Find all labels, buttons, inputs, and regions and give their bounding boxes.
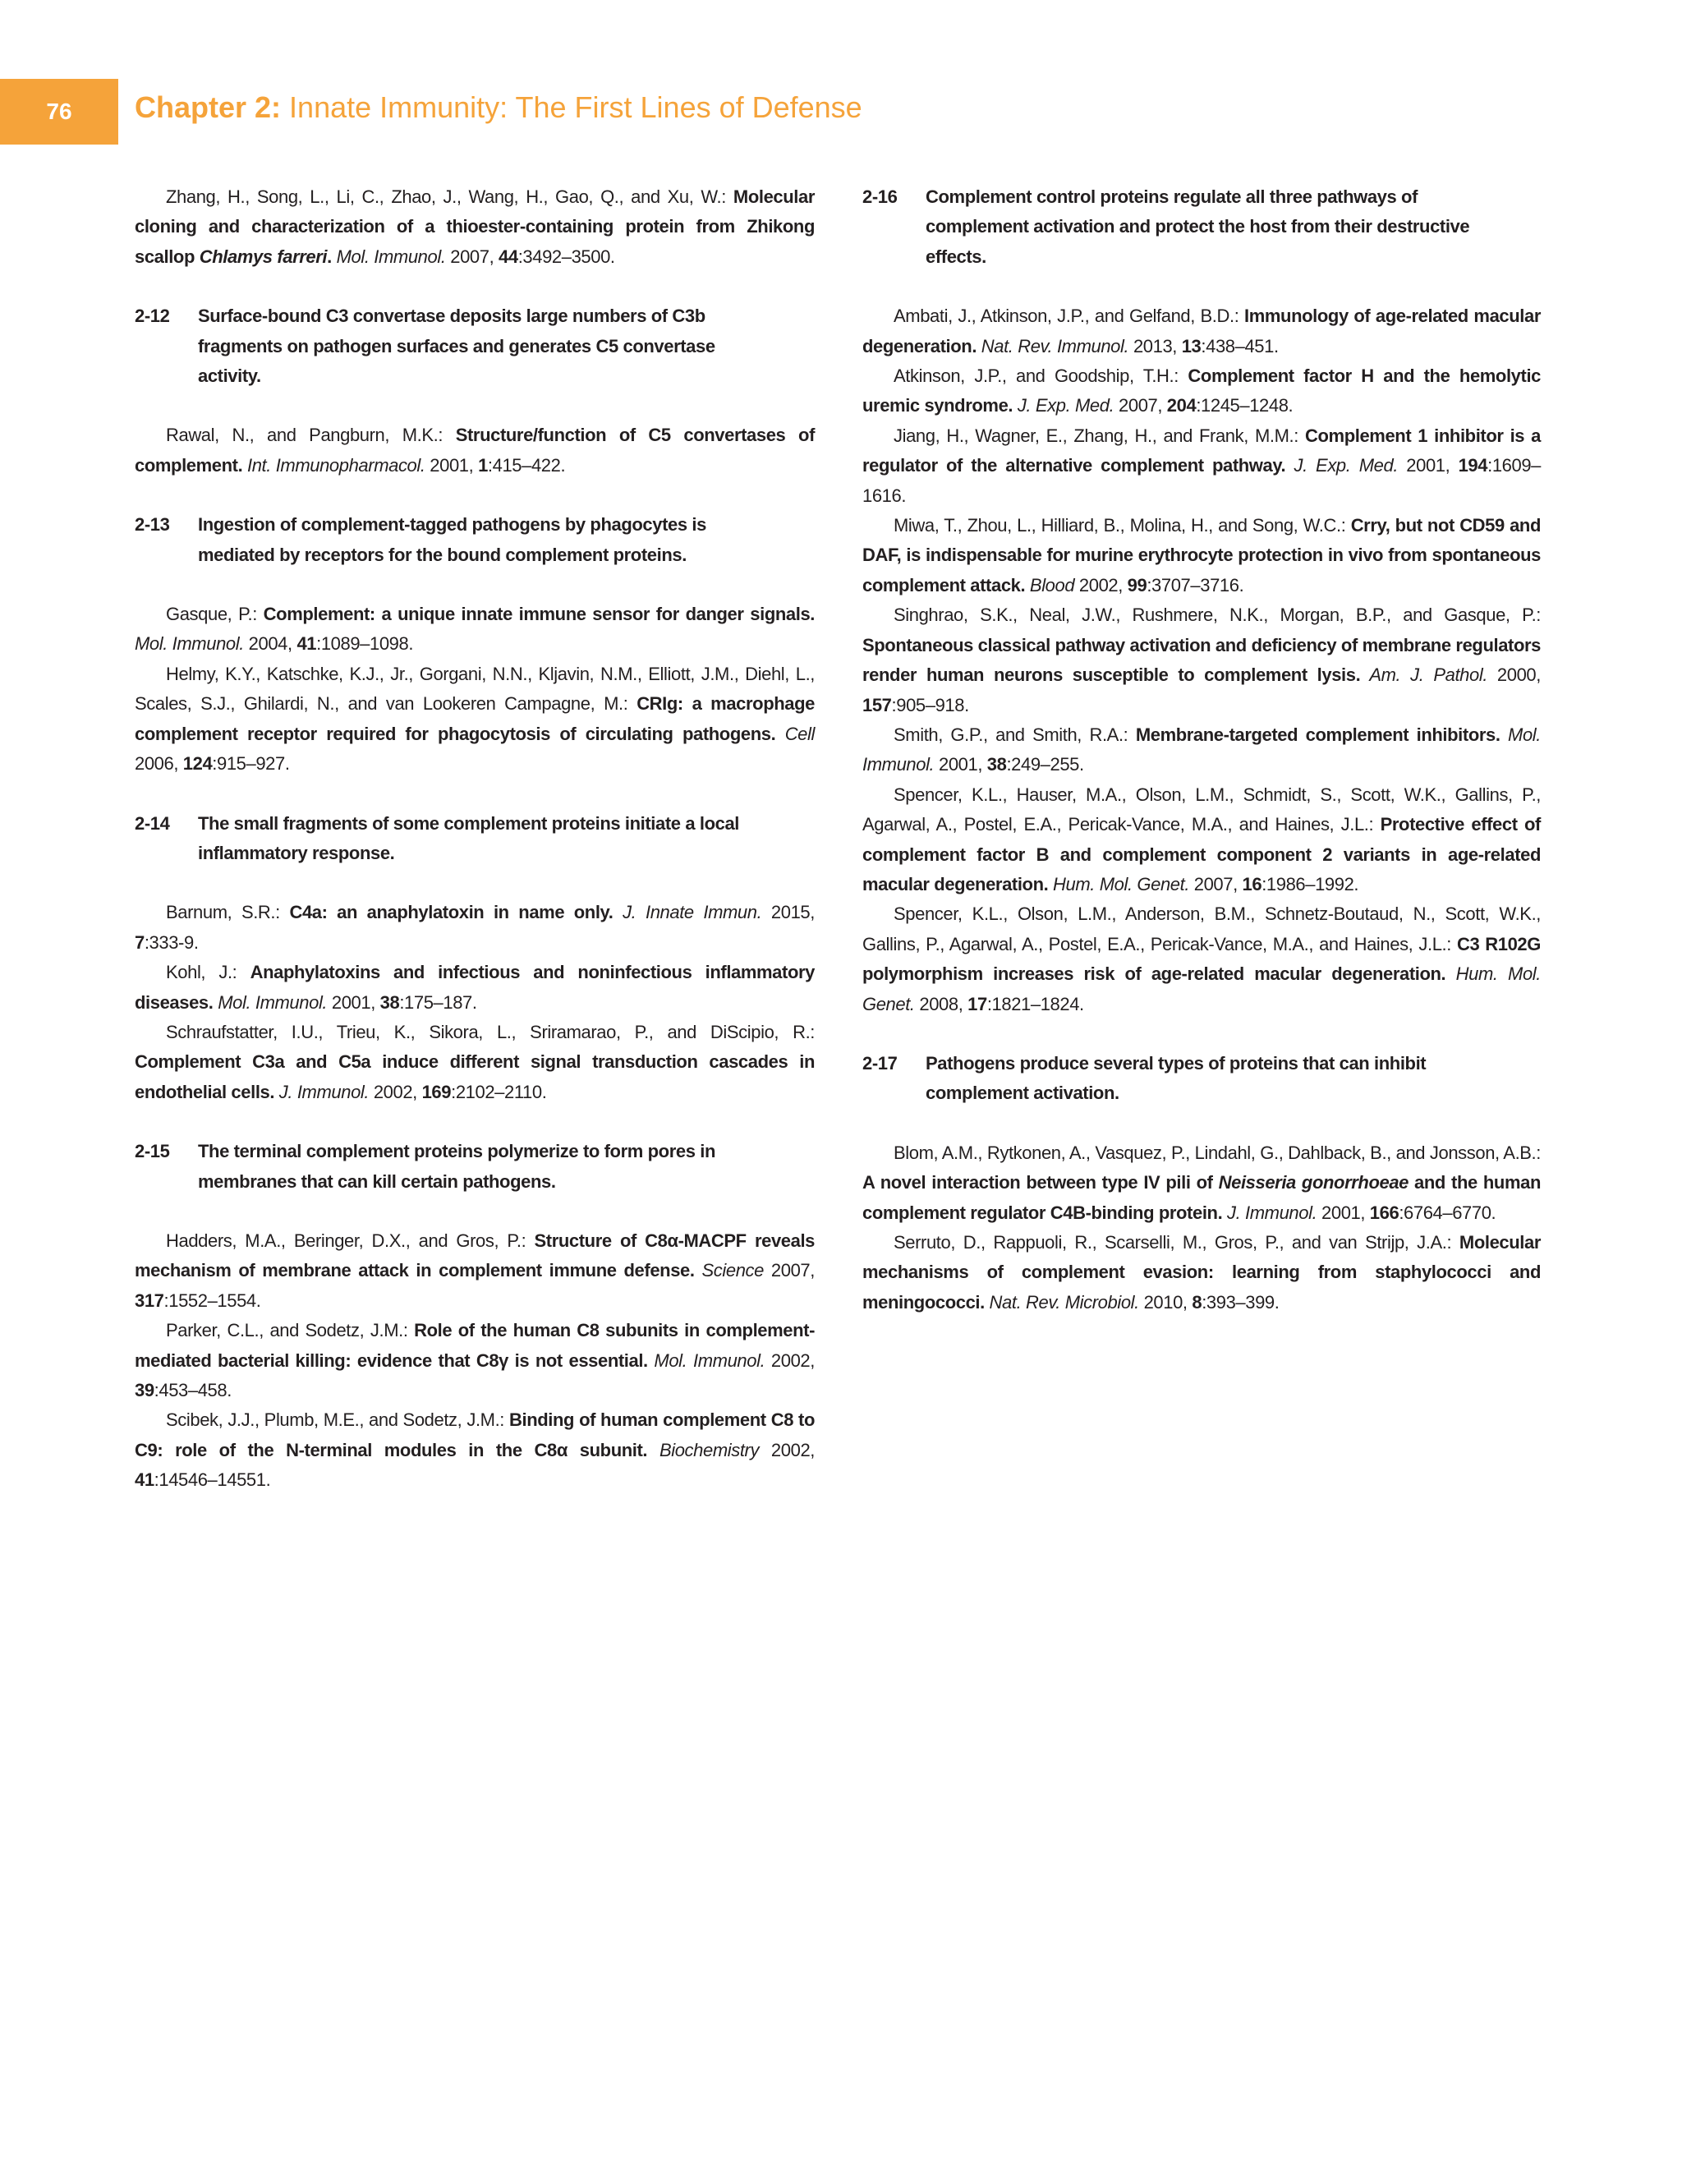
section-title: Pathogens produce several types of proteins that can inhibit complement activation. bbox=[926, 1052, 1427, 1104]
reference-year: 2013, bbox=[1128, 335, 1182, 356]
reference-title: Structure/function of C5 convertases of complement. bbox=[135, 425, 815, 476]
reference-entry bbox=[135, 421, 815, 480]
reference-authors: Singhrao, S.K., Neal, J.W., Rushmere, N.K., Morgan, B.P., and Gasque, P.: bbox=[894, 605, 1541, 626]
reference-entry bbox=[862, 899, 1541, 1019]
section-number: 2-14 bbox=[135, 812, 170, 834]
reference-title: Role of the human C8 subunits in complement-mediated bacterial killing: evidence that C8γ is not essential. bbox=[135, 1320, 815, 1371]
reference-journal: Nat. Rev. Immunol. bbox=[977, 335, 1129, 356]
reference-pages: :3707–3716. bbox=[1147, 574, 1244, 595]
reference-entry bbox=[862, 600, 1541, 720]
reference-pages: :1245–1248. bbox=[1196, 395, 1294, 416]
reference-volume: 166 bbox=[1369, 1202, 1399, 1223]
section-heading bbox=[135, 510, 815, 570]
reference-title: Binding of human complement C8 to C9: role of the N-terminal modules in the C8α subunit. bbox=[135, 1409, 815, 1460]
section-heading bbox=[862, 1049, 1541, 1109]
reference-title: C4a: an anaphylatoxin in name only bbox=[289, 902, 609, 923]
reference-entry bbox=[135, 1405, 815, 1495]
reference-title: Protective effect of complement factor B and complement component 2 variants in age-related macular degeneration. bbox=[862, 814, 1541, 894]
reference-journal: Cell bbox=[775, 723, 815, 744]
reference-journal: Int. Immunopharmacol. bbox=[242, 454, 425, 476]
reference-year: 2004, bbox=[243, 633, 297, 655]
reference-authors: Kohl, J.: bbox=[166, 962, 250, 983]
reference-journal: Hum. Mol. Genet. bbox=[862, 963, 1541, 1014]
reference-title: A novel interaction between type IV pili of bbox=[862, 1172, 1219, 1193]
section-heading bbox=[135, 1137, 815, 1197]
section-heading bbox=[135, 809, 815, 869]
section-heading bbox=[135, 301, 815, 391]
reference-year: 2007, bbox=[445, 246, 499, 267]
reference-entry bbox=[135, 1018, 815, 1107]
reference-journal: J. Innate Immun. bbox=[613, 902, 762, 923]
reference-entry bbox=[862, 1228, 1541, 1317]
reference-authors: Jiang, H., Wagner, E., Zhang, H., and Frank, M.M.: bbox=[894, 425, 1306, 446]
reference-journal: Mol. Immunol. bbox=[213, 991, 328, 1013]
reference-journal: Mol. Immunol. bbox=[331, 246, 446, 267]
reference-entry bbox=[135, 1316, 815, 1405]
reference-journal: Am. J. Pathol. bbox=[1360, 664, 1488, 686]
reference-entry bbox=[135, 660, 815, 779]
reference-volume: 204 bbox=[1166, 395, 1197, 416]
reference-volume: 7 bbox=[135, 931, 145, 953]
reference-pages: :6764–6770. bbox=[1399, 1202, 1496, 1223]
reference-journal: Science bbox=[694, 1260, 764, 1281]
reference-year: 2015, bbox=[761, 902, 815, 923]
reference-title: Anaphylatoxins and infectious and noninfectious inflammatory diseases. bbox=[135, 962, 815, 1013]
reference-authors: Parker, C.L., and Sodetz, J.M.: bbox=[166, 1320, 415, 1341]
reference-title-end: . bbox=[608, 902, 614, 923]
reference-volume: 99 bbox=[1127, 574, 1147, 595]
reference-year: 2002, bbox=[765, 1349, 815, 1371]
reference-authors: Miwa, T., Zhou, L., Hilliard, B., Molina, H., and Song, W.C.: bbox=[894, 515, 1351, 536]
reference-pages: :1821–1824. bbox=[986, 993, 1084, 1014]
reference-pages: :333-9. bbox=[144, 931, 199, 953]
reference-journal: Mol. Immunol. bbox=[862, 724, 1541, 775]
reference-title-end: . bbox=[972, 335, 977, 356]
section-title: The small fragments of some complement proteins initiate a local inflammatory response. bbox=[198, 812, 740, 863]
section-title: Complement control proteins regulate all three pathways of complement activation and protect the host from their destructive effects. bbox=[926, 186, 1470, 267]
reference-pages: :175–187. bbox=[399, 991, 477, 1013]
section-number: 2-13 bbox=[135, 514, 170, 536]
reference-pages: :2102–2110. bbox=[451, 1081, 547, 1102]
reference-volume: 317 bbox=[135, 1290, 164, 1311]
reference-volume: 41 bbox=[296, 633, 317, 655]
right-column bbox=[862, 182, 1541, 1317]
reference-volume: 8 bbox=[1192, 1291, 1202, 1313]
reference-pages: :249–255. bbox=[1006, 754, 1084, 775]
reference-pages: :905–918. bbox=[891, 694, 969, 715]
reference-authors: Zhang, H., Song, L., Li, C., Zhao, J., Wang, H., Gao, Q., and Xu, W.: bbox=[166, 186, 733, 207]
reference-year: 2001, bbox=[425, 454, 479, 476]
reference-entry bbox=[862, 511, 1541, 600]
reference-pages: :393–399. bbox=[1202, 1291, 1280, 1313]
reference-pages: :1609–1616. bbox=[862, 455, 1541, 506]
section-number: 2-15 bbox=[135, 1141, 170, 1162]
page-number: 76 bbox=[0, 79, 118, 145]
section-number: 2-17 bbox=[862, 1052, 898, 1074]
reference-journal: J. Exp. Med. bbox=[1013, 395, 1114, 416]
reference-volume: 44 bbox=[499, 246, 518, 267]
reference-authors: Schraufstatter, I.U., Trieu, K., Sikora, L., Sriramarao, P., and DiScipio, R.: bbox=[166, 1021, 815, 1042]
reference-entry bbox=[862, 1138, 1541, 1228]
section-heading bbox=[862, 182, 1541, 272]
reference-journal: Mol. Immunol. bbox=[647, 1349, 765, 1371]
reference-authors: Rawal, N., and Pangburn, M.K.: bbox=[166, 425, 456, 446]
reference-year: 2007, bbox=[1189, 873, 1243, 894]
reference-volume: 38 bbox=[986, 754, 1007, 775]
reference-pages: :3492–3500. bbox=[517, 246, 615, 267]
reference-authors: Helmy, K.Y., Katschke, K.J., Jr., Gorgani, N.N., Kljavin, N.M., Elliott, J.M., Diehl, L., Scales, S.J., Ghilardi, N., and van Lookeren Campagne, M.: bbox=[135, 663, 815, 715]
reference-title: Complement C3a and C5a induce different signal transduction cascades in endothelial cells. bbox=[135, 1051, 815, 1102]
reference-authors: Gasque, P.: bbox=[166, 604, 264, 625]
reference-year: 2007, bbox=[763, 1260, 815, 1281]
reference-year: 2001, bbox=[1317, 1202, 1370, 1223]
reference-title: Spontaneous classical pathway activation and deficiency of membrane regulators render human neurons susceptible to complement lysis. bbox=[862, 634, 1541, 686]
reference-volume: 1 bbox=[478, 454, 488, 476]
reference-volume: 157 bbox=[862, 694, 892, 715]
reference-entry bbox=[135, 600, 815, 660]
reference-journal: Blood bbox=[1025, 574, 1075, 595]
reference-title: Complement: a unique innate immune sensor for danger signals. bbox=[263, 604, 815, 625]
reference-year: 2002, bbox=[369, 1081, 422, 1102]
reference-volume: 194 bbox=[1458, 455, 1488, 476]
section-number: 2-16 bbox=[862, 186, 898, 207]
left-column bbox=[135, 182, 815, 1496]
reference-pages: :1552–1554. bbox=[163, 1290, 261, 1311]
reference-volume: 38 bbox=[379, 991, 400, 1013]
reference-title: Immunology of age-related macular degeneration bbox=[862, 306, 1541, 356]
reference-journal: Hum. Mol. Genet. bbox=[1048, 873, 1190, 894]
reference-year: 2006, bbox=[135, 753, 183, 775]
reference-year: 2002, bbox=[1074, 574, 1128, 595]
reference-title: Complement 1 inhibitor is a regulator of the alternative complement pathway. bbox=[862, 425, 1541, 476]
reference-title: Complement factor H and the hemolytic uremic syndrome. bbox=[862, 366, 1541, 416]
reference-entry bbox=[862, 301, 1541, 361]
chapter-label: Chapter 2: bbox=[135, 90, 282, 124]
section-title: Ingestion of complement-tagged pathogens by phagocytes is mediated by receptors for the bound complement proteins. bbox=[198, 514, 706, 565]
reference-year: 2001, bbox=[1398, 455, 1459, 476]
reference-volume: 41 bbox=[135, 1469, 154, 1491]
reference-volume: 169 bbox=[421, 1081, 452, 1102]
reference-pages: :453–458. bbox=[154, 1380, 232, 1400]
reference-authors: Blom, A.M., Rytkonen, A., Vasquez, P., Lindahl, G., Dahlback, B., and Jonsson, A.B.: bbox=[894, 1142, 1541, 1163]
reference-authors: Smith, G.P., and Smith, R.A.: bbox=[894, 724, 1136, 745]
reference-year: 2010, bbox=[1138, 1291, 1193, 1313]
reference-pages: :438–451. bbox=[1201, 335, 1279, 356]
reference-title: Structure of C8α-MACPF reveals mechanism of membrane attack in complement immune defense. bbox=[135, 1230, 815, 1281]
reference-year: 2001, bbox=[327, 991, 380, 1013]
reference-year: 2000, bbox=[1487, 664, 1541, 686]
reference-entry bbox=[135, 1226, 815, 1316]
reference-entry bbox=[862, 361, 1541, 421]
chapter-title-text: Innate Immunity: The First Lines of Defense bbox=[289, 90, 862, 124]
reference-pages: :1986–1992. bbox=[1262, 873, 1359, 894]
reference-entry bbox=[135, 898, 815, 958]
section-title: Surface-bound C3 convertase deposits large numbers of C3b fragments on pathogen surfaces and generates C5 convertase activity. bbox=[198, 306, 715, 387]
reference-title: Membrane-targeted complement inhibitors. bbox=[1135, 724, 1500, 745]
reference-journal: Biochemistry bbox=[647, 1439, 760, 1460]
reference-authors: Scibek, J.J., Plumb, M.E., and Sodetz, J.M.: bbox=[166, 1409, 510, 1431]
reference-journal: J. Exp. Med. bbox=[1285, 455, 1399, 476]
section-title: The terminal complement proteins polymerize to form pores in membranes that can kill certain pathogens. bbox=[198, 1141, 716, 1192]
reference-authors: Hadders, M.A., Beringer, D.X., and Gros, P.: bbox=[166, 1230, 535, 1251]
reference-authors: Atkinson, J.P., and Goodship, T.H.: bbox=[894, 366, 1188, 387]
reference-authors: Ambati, J., Atkinson, J.P., and Gelfand, B.D.: bbox=[894, 306, 1244, 327]
reference-title-end: . bbox=[327, 246, 332, 267]
section-number: 2-12 bbox=[135, 306, 170, 327]
reference-journal: J. Immunol. bbox=[1222, 1202, 1317, 1223]
reference-pages: :915–927. bbox=[212, 753, 290, 775]
reference-title-italic: Chlamys farreri bbox=[199, 246, 328, 267]
reference-authors: Spencer, K.L., Hauser, M.A., Olson, L.M., Schmidt, S., Scott, W.K., Gallins, P., Agarwal, A., Postel, E.A., Pericak-Vance, M.A., and Haines, J.L.: bbox=[862, 784, 1541, 835]
chapter-title bbox=[135, 90, 862, 125]
reference-title: Molecular mechanisms of complement evasion: learning from staphylococci and meningococci. bbox=[862, 1232, 1541, 1313]
reference-title: C3 R102G polymorphism increases risk of age-related macular degeneration. bbox=[862, 933, 1541, 985]
reference-volume: 17 bbox=[967, 993, 987, 1014]
reference-entry bbox=[862, 780, 1541, 900]
reference-journal: J. Immunol. bbox=[274, 1081, 370, 1102]
reference-year: 2001, bbox=[934, 754, 987, 775]
reference-volume: 124 bbox=[182, 753, 213, 775]
reference-volume: 39 bbox=[135, 1380, 154, 1400]
reference-authors: Barnum, S.R.: bbox=[166, 902, 290, 923]
reference-authors: Spencer, K.L., Olson, L.M., Anderson, B.M., Schnetz-Boutaud, N., Scott, W.K., Gallins, P., Agarwal, A., Postel, E.A., Pericak-Vance, M.A., and Haines, J.L.: bbox=[862, 903, 1541, 954]
reference-entry bbox=[862, 720, 1541, 780]
reference-journal: Mol. Immunol. bbox=[135, 633, 244, 655]
reference-entry bbox=[862, 421, 1541, 511]
reference-title: Crry, but not CD59 and DAF, is indispensable for murine erythrocyte protection in vivo from spontaneous complement attack. bbox=[862, 515, 1542, 595]
reference-authors: Serruto, D., Rappuoli, R., Scarselli, M., Gros, P., and van Strijp, J.A.: bbox=[894, 1232, 1459, 1253]
reference-pages: :415–422. bbox=[487, 454, 566, 476]
reference-volume: 13 bbox=[1181, 335, 1202, 356]
reference-year: 2002, bbox=[759, 1439, 815, 1460]
reference-title-end: and the human complement regulator C4B-binding protein. bbox=[862, 1172, 1541, 1223]
reference-title: CRIg: a macrophage complement receptor required for phagocytosis of circulating pathogens. bbox=[135, 693, 816, 744]
reference-title: Molecular cloning and characterization of a thioester-containing protein from Zhikong scallop bbox=[135, 186, 815, 267]
reference-volume: 16 bbox=[1242, 873, 1262, 894]
reference-entry bbox=[135, 182, 815, 272]
reference-title-italic: Neisseria gonorrhoeae bbox=[1218, 1172, 1409, 1193]
reference-entry bbox=[135, 958, 815, 1018]
reference-year: 2007, bbox=[1114, 395, 1167, 416]
reference-year: 2008, bbox=[914, 993, 968, 1014]
reference-journal: Nat. Rev. Microbiol. bbox=[984, 1291, 1139, 1313]
reference-pages: :14546–14551. bbox=[154, 1469, 271, 1491]
reference-pages: :1089–1098. bbox=[316, 633, 414, 655]
